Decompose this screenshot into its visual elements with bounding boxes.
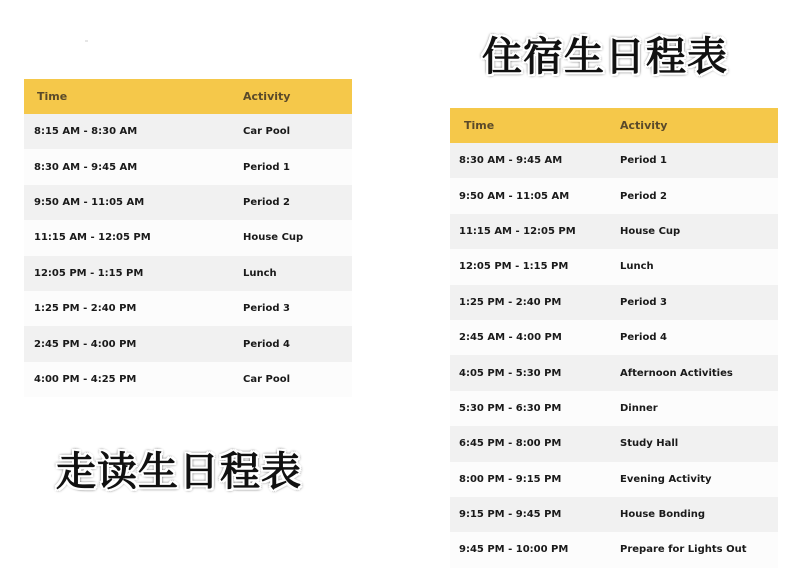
time-cell: 5:30 PM - 6:30 PM <box>450 391 620 426</box>
time-cell: 11:15 AM - 12:05 PM <box>24 220 243 255</box>
table-row <box>24 362 352 397</box>
time-cell: 1:25 PM - 2:40 PM <box>450 285 620 320</box>
table-row <box>24 185 352 220</box>
table-row <box>450 285 778 320</box>
table-row <box>450 320 778 355</box>
boarding-schedule-title: 住宿生日程表 <box>482 34 728 80</box>
activity-column-header: Activity <box>243 79 352 114</box>
activity-cell: Period 4 <box>620 320 778 355</box>
time-cell: 9:45 PM - 10:00 PM <box>450 532 620 567</box>
table-header-row <box>450 108 778 143</box>
activity-cell: Study Hall <box>620 426 778 461</box>
time-cell: 12:05 PM - 1:15 PM <box>24 256 243 291</box>
table-row <box>24 256 352 291</box>
time-column-header: Time <box>450 108 620 143</box>
activity-cell: Dinner <box>620 391 778 426</box>
activity-cell: Lunch <box>243 256 352 291</box>
activity-cell: Period 3 <box>620 285 778 320</box>
table-header-row <box>24 79 352 114</box>
time-cell: 1:25 PM - 2:40 PM <box>24 291 243 326</box>
table-row <box>24 114 352 149</box>
time-cell: 8:15 AM - 8:30 AM <box>24 114 243 149</box>
activity-cell: House Bonding <box>620 497 778 532</box>
table-row <box>24 149 352 184</box>
time-cell: 9:15 PM - 9:45 PM <box>450 497 620 532</box>
activity-cell: House Cup <box>243 220 352 255</box>
time-cell: 8:30 AM - 9:45 AM <box>450 143 620 178</box>
activity-cell: Afternoon Activities <box>620 355 778 390</box>
activity-cell: Evening Activity <box>620 462 778 497</box>
activity-cell: Period 2 <box>243 185 352 220</box>
table-row <box>24 220 352 255</box>
time-cell: 8:00 PM - 9:15 PM <box>450 462 620 497</box>
table-row <box>450 426 778 461</box>
activity-cell: Period 3 <box>243 291 352 326</box>
time-cell: 4:00 PM - 4:25 PM <box>24 362 243 397</box>
stray-mark <box>85 40 88 42</box>
table-row <box>24 291 352 326</box>
time-cell: 12:05 PM - 1:15 PM <box>450 249 620 284</box>
activity-cell: Lunch <box>620 249 778 284</box>
table-row <box>450 462 778 497</box>
activity-column-header: Activity <box>620 108 778 143</box>
day-student-schedule-title: 走读生日程表 <box>56 449 302 495</box>
table-row <box>450 497 778 532</box>
time-cell: 11:15 AM - 12:05 PM <box>450 214 620 249</box>
table-row <box>450 355 778 390</box>
time-cell: 2:45 AM - 4:00 PM <box>450 320 620 355</box>
table-row <box>450 143 778 178</box>
activity-cell: Period 1 <box>620 143 778 178</box>
activity-cell: Period 1 <box>243 149 352 184</box>
activity-cell: House Cup <box>620 214 778 249</box>
table-row <box>24 326 352 361</box>
table-row <box>450 391 778 426</box>
time-cell: 4:05 PM - 5:30 PM <box>450 355 620 390</box>
day-student-schedule-table <box>24 79 352 397</box>
time-cell: 8:30 AM - 9:45 AM <box>24 149 243 184</box>
activity-cell: Period 2 <box>620 178 778 213</box>
activity-cell: Car Pool <box>243 114 352 149</box>
time-cell: 2:45 PM - 4:00 PM <box>24 326 243 361</box>
time-cell: 6:45 PM - 8:00 PM <box>450 426 620 461</box>
boarding-student-schedule-table <box>450 108 778 568</box>
time-cell: 9:50 AM - 11:05 AM <box>450 178 620 213</box>
table-row <box>450 249 778 284</box>
activity-cell: Prepare for Lights Out <box>620 532 778 567</box>
table-row <box>450 178 778 213</box>
table-row <box>450 214 778 249</box>
time-cell: 9:50 AM - 11:05 AM <box>24 185 243 220</box>
time-column-header: Time <box>24 79 243 114</box>
activity-cell: Period 4 <box>243 326 352 361</box>
activity-cell: Car Pool <box>243 362 352 397</box>
table-row <box>450 532 778 567</box>
